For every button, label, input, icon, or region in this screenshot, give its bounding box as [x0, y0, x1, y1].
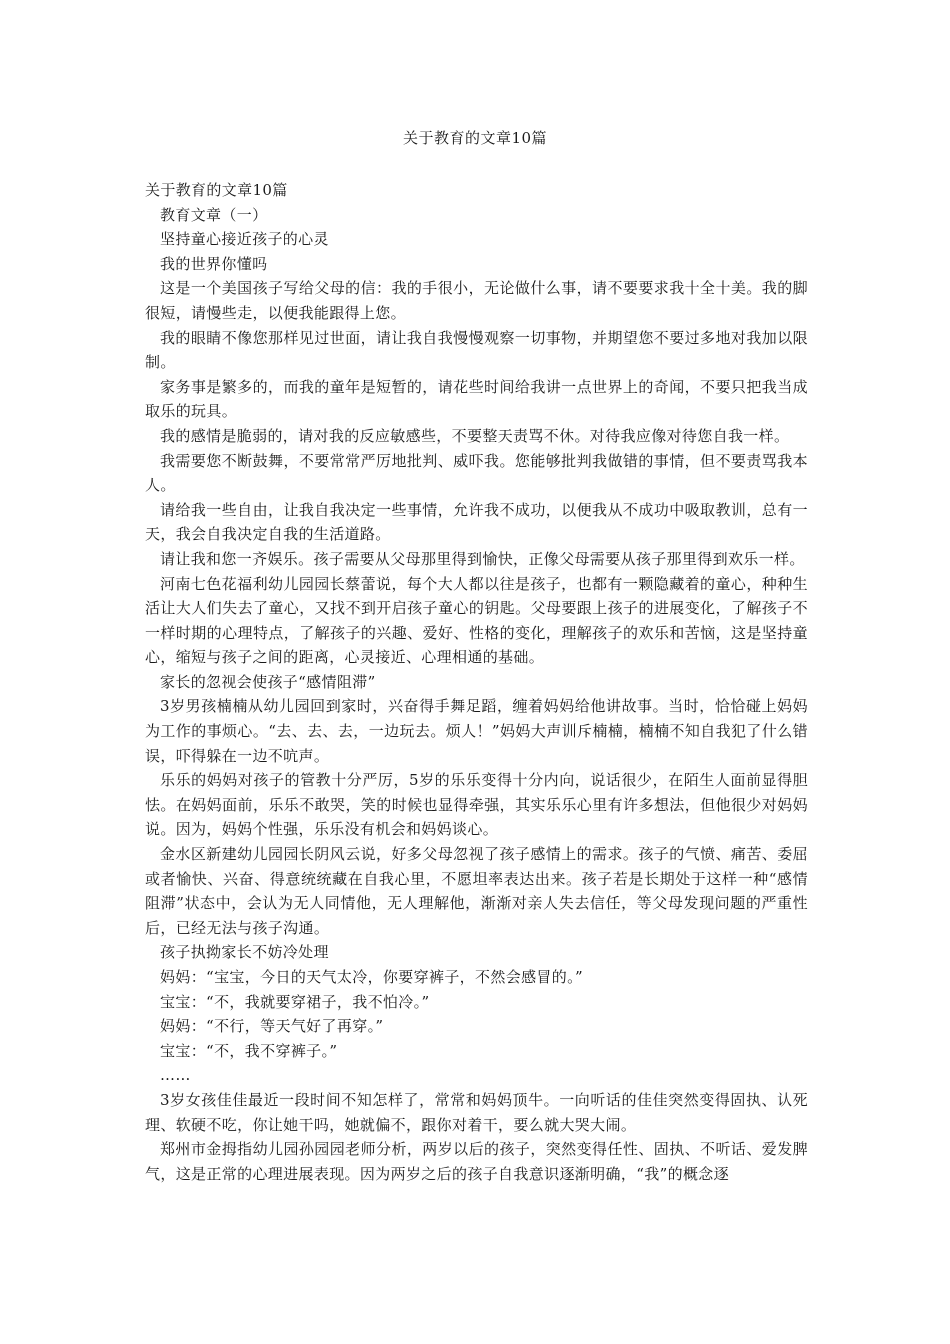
paragraph: 孩子执拗家长不妨冷处理 — [160, 943, 329, 962]
paragraph: 这是一个美国孩子写给父母的信：我的手很小，无论做什么事，请不要要求我十全十美。我的脚很短，请慢些走，以便我能跟得上您。 — [145, 279, 808, 322]
paragraph: 教育文章（一） — [160, 205, 268, 224]
paragraph: 3岁男孩楠楠从幼儿园回到家时，兴奋得手舞足蹈，缠着妈妈给他讲故事。当时，恰恰碰上妈妈为工作的事烦心。“去、去、去，一边玩去。烦人！”妈妈大声训斥楠楠，楠楠不知自我犯了什么错误，吓得躲在一边不吭声。 — [145, 697, 808, 765]
paragraph: 家长的忽视会使孩子“感情阻滞” — [160, 672, 376, 691]
paragraph: 宝宝：“不，我不穿裤子。” — [160, 1041, 338, 1060]
paragraph: 妈妈：“不行，等天气好了再穿。” — [160, 1017, 384, 1036]
paragraph: 宝宝：“不，我就要穿裙子，我不怕冷。” — [160, 992, 430, 1011]
document-title: 关于教育的文章10篇 — [402, 129, 548, 147]
paragraph: 我的世界你懂吗 — [160, 254, 268, 273]
paragraph: 家务事是繁多的，而我的童年是短暂的，请花些时间给我讲一点世界上的奇闻，不要只把我当成取乐的玩具。 — [145, 377, 808, 421]
paragraph: 坚持童心接近孩子的心灵 — [160, 230, 329, 249]
paragraph: 请给我一些自由，让我自我决定一些事情，允许我不成功，以便我从不成功中吸取教训，总有一天，我会自我决定自我的生活道路。 — [145, 500, 808, 544]
paragraph: 金水区新建幼儿园园长阴风云说，好多父母忽视了孩子感情上的需求。孩子的气愤、痛苦、委屈或者愉快、兴奋、得意统统藏在自我心里，不愿坦率表达出来。孩子若是长期处于这样一种“感情阻滞”状态中，会认为无人同情他，无人理解他，渐渐对亲人失去信任，等父母发现问题的严重性后，已经无法与孩子沟通。 — [145, 845, 808, 937]
paragraph: 乐乐的妈妈对孩子的管教十分严厉，5岁的乐乐变得十分内向，说话很少，在陌生人面前显得胆怯。在妈妈面前，乐乐不敢哭，笑的时候也显得牵强，其实乐乐心里有许多想法，但他很少对妈妈说。因为，妈妈个性强，乐乐没有机会和妈妈谈心。 — [145, 771, 808, 839]
paragraph: 郑州市金拇指幼儿园孙园园老师分析，两岁以后的孩子，突然变得任性、固执、不听话、爱发脾气，这是正常的心理进展表现。因为两岁之后的孩子自我意识逐渐明确，“我”的概念逐 — [145, 1140, 808, 1183]
paragraph: 3岁女孩佳佳最近一段时间不知怎样了，常常和妈妈顶牛。一向听话的佳佳突然变得固执、认死理、软硬不吃，你让她干吗，她就偏不，跟你对着干，要么就大哭大闹。 — [145, 1090, 808, 1134]
paragraph: …… — [160, 1066, 191, 1085]
paragraph: 妈妈：“宝宝，今日的天气太冷，你要穿裤子，不然会感冒的。” — [160, 968, 583, 986]
paragraph: 我需要您不断鼓舞，不要常常严厉地批判、威吓我。您能够批判我做错的事情，但不要责骂我本人。 — [145, 451, 808, 495]
document-body — [145, 178, 808, 1186]
paragraph: 我的眼睛不像您那样见过世面，请让我自我慢慢观察一切事物，并期望您不要过多地对我加以限制。 — [145, 328, 808, 372]
document-heading: 关于教育的文章10篇 — [145, 181, 288, 199]
paragraph: 请让我和您一齐娱乐。孩子需要从父母那里得到愉快，正像父母需要从孩子那里得到欢乐一样。 — [160, 549, 805, 568]
paragraph: 我的感情是脆弱的，请对我的反应敏感些，不要整天责骂不休。对待我应像对待您自我一样。 — [160, 426, 790, 445]
paragraph: 河南七色花福利幼儿园园长蔡蕾说，每个大人都以往是孩子，也都有一颗隐藏着的童心，种种生活让大人们失去了童心，又找不到开启孩子童心的钥匙。父母要跟上孩子的进展变化，了解孩子不一样时期的心理特点，了解孩子的兴趣、爱好、性格的变化，理解孩子的欢乐和苦恼，这是坚持童心，缩短与孩子之间的距离，心灵接近、心理相通的基础。 — [145, 574, 808, 667]
